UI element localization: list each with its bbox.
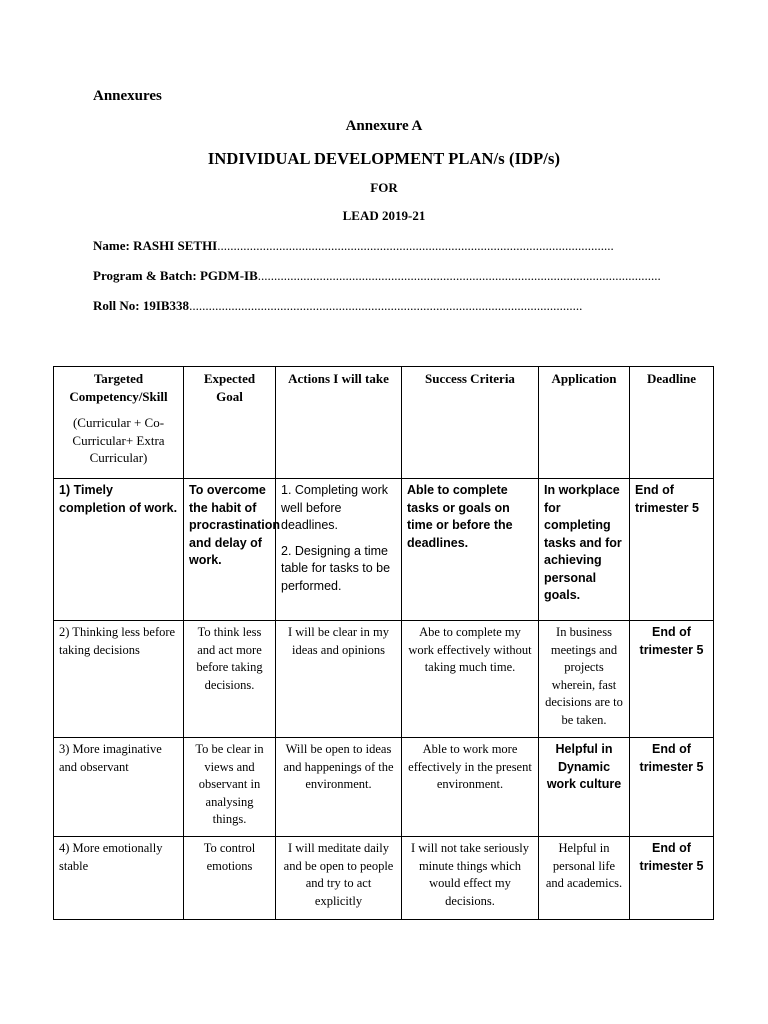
cell-application: In workplace for completing tasks and for achieving personal goals. bbox=[539, 479, 630, 621]
header-criteria: Success Criteria bbox=[402, 367, 539, 479]
table-row bbox=[54, 621, 714, 738]
idp-table bbox=[53, 366, 714, 920]
for-label: FOR bbox=[370, 180, 398, 195]
cell-criteria: Able to complete tasks or goals on time or before the deadlines. bbox=[402, 479, 539, 621]
cell-goal: To overcome the habit of procrastination and delay of work. bbox=[184, 479, 276, 621]
cell-actions: I will meditate daily and be open to people and try to act explicitly bbox=[276, 837, 402, 920]
cell-criteria: I will not take seriously minute things which would effect my decisions. bbox=[402, 837, 539, 920]
cell-competency: 3) More imaginative and observant bbox=[54, 738, 184, 837]
plan-title: INDIVIDUAL DEVELOPMENT PLAN/s (IDP/s) bbox=[207, 149, 561, 168]
name-field bbox=[93, 238, 614, 254]
table-header-row bbox=[54, 367, 714, 479]
header-competency-label: Targeted Competency/Skill bbox=[69, 371, 168, 404]
cell-deadline: End of trimester 5 bbox=[630, 837, 714, 920]
program-dots: ............................................................................................................................ bbox=[257, 268, 661, 283]
table-row bbox=[54, 738, 714, 837]
cell-application: Helpful in Dynamic work culture bbox=[539, 738, 630, 837]
cell-application: Helpful in personal life and academics. bbox=[539, 837, 630, 920]
name-label: Name: RASHI SETHI bbox=[93, 238, 218, 253]
cell-deadline: End of trimester 5 bbox=[630, 621, 714, 738]
header-competency-note: (Curricular + Co-Curricular+ Extra Curricular) bbox=[72, 415, 165, 465]
cell-deadline: End of trimester 5 bbox=[630, 479, 714, 621]
cell-competency: 4) More emotionally stable bbox=[54, 837, 184, 920]
table-row bbox=[54, 479, 714, 621]
header-deadline: Deadline bbox=[630, 367, 714, 479]
cell-goal: To be clear in views and observant in analysing things. bbox=[184, 738, 276, 837]
program-field bbox=[93, 268, 661, 284]
program-label: Program & Batch: PGDM-IB bbox=[93, 268, 258, 283]
program-line: LEAD 2019-21 bbox=[342, 208, 426, 223]
roll-field bbox=[93, 298, 582, 314]
section-heading: Annexures bbox=[93, 88, 162, 104]
action-item: 1. Completing work well before deadlines. bbox=[281, 483, 388, 532]
header-competency bbox=[54, 367, 184, 479]
header-goal: Expected Goal bbox=[184, 367, 276, 479]
roll-label: Roll No: 19IB338 bbox=[93, 298, 190, 313]
cell-actions: Will be open to ideas and happenings of the environment. bbox=[276, 738, 402, 837]
cell-actions bbox=[276, 479, 402, 621]
cell-deadline: End of trimester 5 bbox=[630, 738, 714, 837]
action-item: 2. Designing a time table for tasks to be performed. bbox=[281, 543, 391, 593]
cell-criteria: Able to work more effectively in the present environment. bbox=[402, 738, 539, 837]
name-dots: .......................................................................................................................... bbox=[217, 238, 614, 253]
header-application: Application bbox=[539, 367, 630, 479]
cell-goal: To control emotions bbox=[184, 837, 276, 920]
roll-dots: ......................................................................................................................... bbox=[189, 298, 583, 313]
cell-actions: I will be clear in my ideas and opinions bbox=[276, 621, 402, 738]
header-actions: Actions I will take bbox=[276, 367, 402, 479]
cell-criteria: Abe to complete my work effectively without taking much time. bbox=[402, 621, 539, 738]
cell-competency: 1) Timely completion of work. bbox=[54, 479, 184, 621]
cell-competency: 2) Thinking less before taking decisions bbox=[54, 621, 184, 738]
cell-goal: To think less and act more before taking decisions. bbox=[184, 621, 276, 738]
annexure-title: Annexure A bbox=[345, 118, 423, 134]
table-row bbox=[54, 837, 714, 920]
cell-application: In business meetings and projects wherein, fast decisions are to be taken. bbox=[539, 621, 630, 738]
